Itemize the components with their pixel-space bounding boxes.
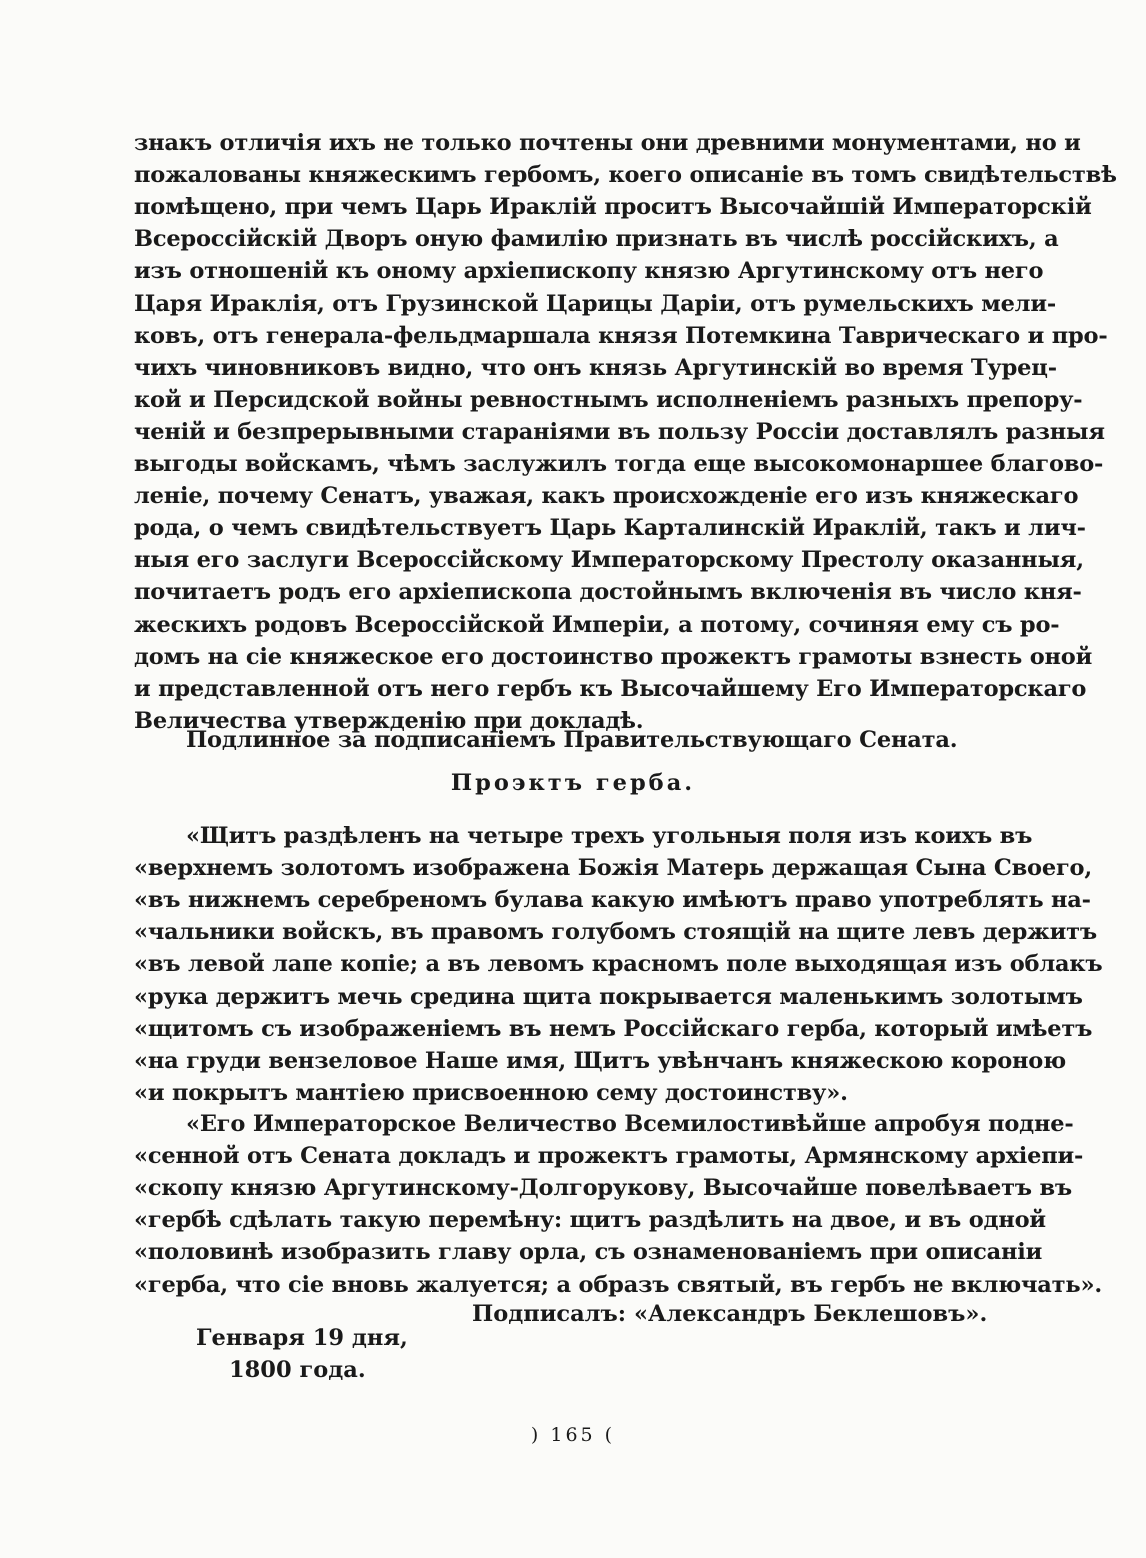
date-line-2: 1800 года. xyxy=(229,1357,366,1383)
paragraph-1-line: чихъ чиновниковъ видно, что онъ князь Аргутинскій во время Турец- xyxy=(134,354,1057,381)
paragraph-1-line: выгоды войскамъ, чѣмъ заслужилъ тогда еще высокомонаршее благово- xyxy=(134,451,1104,477)
paragraph-4-line: «скопу князю Аргутинскому-Долгорукову, Высочайше повелѣваетъ въ xyxy=(134,1175,1072,1202)
paragraph-2-line: Подлинное за подписаніемъ Правительствующаго Сената. xyxy=(186,727,958,753)
paragraph-1-line: и представленной отъ него гербъ къ Высочайшему Его Императорскаго xyxy=(134,675,1087,702)
page-number: ) 165 ( xyxy=(530,1424,616,1446)
paragraph-1-line: изъ отношеній къ оному архіепископу князю Аргутинскому отъ него xyxy=(134,258,1044,285)
paragraph-3-line: «верхнемъ золотомъ изображена Божія Матерь держащая Сына Своего, xyxy=(134,855,1092,882)
paragraph-1-line: помѣщено, при чемъ Царь Ираклій проситъ Высочайшій Императорскій xyxy=(134,194,1092,221)
paragraph-1-line: пожалованы княжескимъ гербомъ, коего описаніе въ томъ свидѣтельствѣ xyxy=(134,162,1117,189)
signature-line: Подписалъ: «Александръ Беклешовъ». xyxy=(472,1301,988,1327)
paragraph-1-line: домъ на сіе княжеское его достоинство прожектъ грамоты взнесть оной xyxy=(134,643,1093,670)
paragraph-1-line: леніе, почему Сенатъ, уважая, какъ происхожденіе его изъ княжескаго xyxy=(134,483,1079,510)
paragraph-3-line: «рука держитъ мечь средина щита покрывается маленькимъ золотымъ xyxy=(134,983,1083,1010)
paragraph-4-line: «гербѣ сдѣлать такую перемѣну: щитъ раздѣлить на двое, и въ одной xyxy=(134,1207,1046,1234)
date-line-1: Генваря 19 дня, xyxy=(196,1325,408,1351)
paragraph-1-line: знакъ отличія ихъ не только почтены они древними монументами, но и xyxy=(134,130,1081,156)
paragraph-1-line: рода, о чемъ свидѣтельствуетъ Царь Карталинскій Ираклій, такъ и лич- xyxy=(134,515,1086,542)
paragraph-1-line: почитаетъ родъ его архіепископа достойнымъ включенія въ число кня- xyxy=(134,579,1082,606)
paragraph-1-line: кой и Персидской войны ревностнымъ исполненіемъ разныхъ препору- xyxy=(134,386,1083,413)
paragraph-1-line: Царя Ираклія, отъ Грузинской Царицы Даріи, отъ румельскихъ мели- xyxy=(134,290,1056,317)
paragraph-4-line: «сенной отъ Сената докладъ и прожектъ грамоты, Армянскому архіепи- xyxy=(134,1143,1084,1170)
paragraph-3-line: «въ нижнемъ серебреномъ булава какую имѣютъ право употреблять на- xyxy=(134,887,1091,914)
paragraph-3-line: «Щитъ раздѣленъ на четыре трехъ угольныя поля изъ коихъ въ xyxy=(186,823,1033,849)
paragraph-1-line: ченій и безпрерывными стараніями въ пользу Россіи доставлялъ разныя xyxy=(134,418,1105,445)
paragraph-1-line: ныя его заслуги Всероссійскому Императорскому Престолу оказанныя, xyxy=(134,547,1084,574)
paragraph-3-line: «щитомъ съ изображеніемъ въ немъ Россійскаго герба, который имѣетъ xyxy=(134,1015,1093,1042)
paragraph-3-line: «въ левой лапе копіе; а въ левомъ красномъ поле выходящая изъ облакъ xyxy=(134,951,1103,978)
paragraph-3-line: «чальники войскъ, въ правомъ голубомъ стоящій на щите левъ держитъ xyxy=(134,919,1097,946)
paragraph-4-line: «герба, что сіе вновь жалуется; а образъ святый, въ гербъ не включать». xyxy=(134,1271,1102,1298)
paragraph-1-line: жескихъ родовъ Всероссійской Имперіи, а потому, сочиняя ему съ ро- xyxy=(134,611,1060,638)
paragraph-1-line: Величества утвержденію при докладѣ. xyxy=(134,707,644,734)
paragraph-3-line: «на груди вензеловое Наше имя, Щитъ увѣнчанъ княжескою короною xyxy=(134,1047,1066,1074)
paragraph-1-line: Всероссійскій Дворъ оную фамилію признать въ числѣ россійскихъ, а xyxy=(134,226,1059,253)
paragraph-1-line: ковъ, отъ генерала-фельдмаршала князя Потемкина Таврическаго и про- xyxy=(134,322,1108,349)
paragraph-4-line: «половинѣ изобразить главу орла, съ ознаменованіемъ при описаніи xyxy=(134,1239,1043,1266)
paragraph-3-line: «и покрытъ мантіею присвоенною сему достоинству». xyxy=(134,1079,848,1106)
section-heading: Проэктъ герба. xyxy=(450,770,696,796)
paragraph-4-line: «Его Императорское Величество Всемилостивѣйше апробуя подне- xyxy=(186,1111,1074,1137)
